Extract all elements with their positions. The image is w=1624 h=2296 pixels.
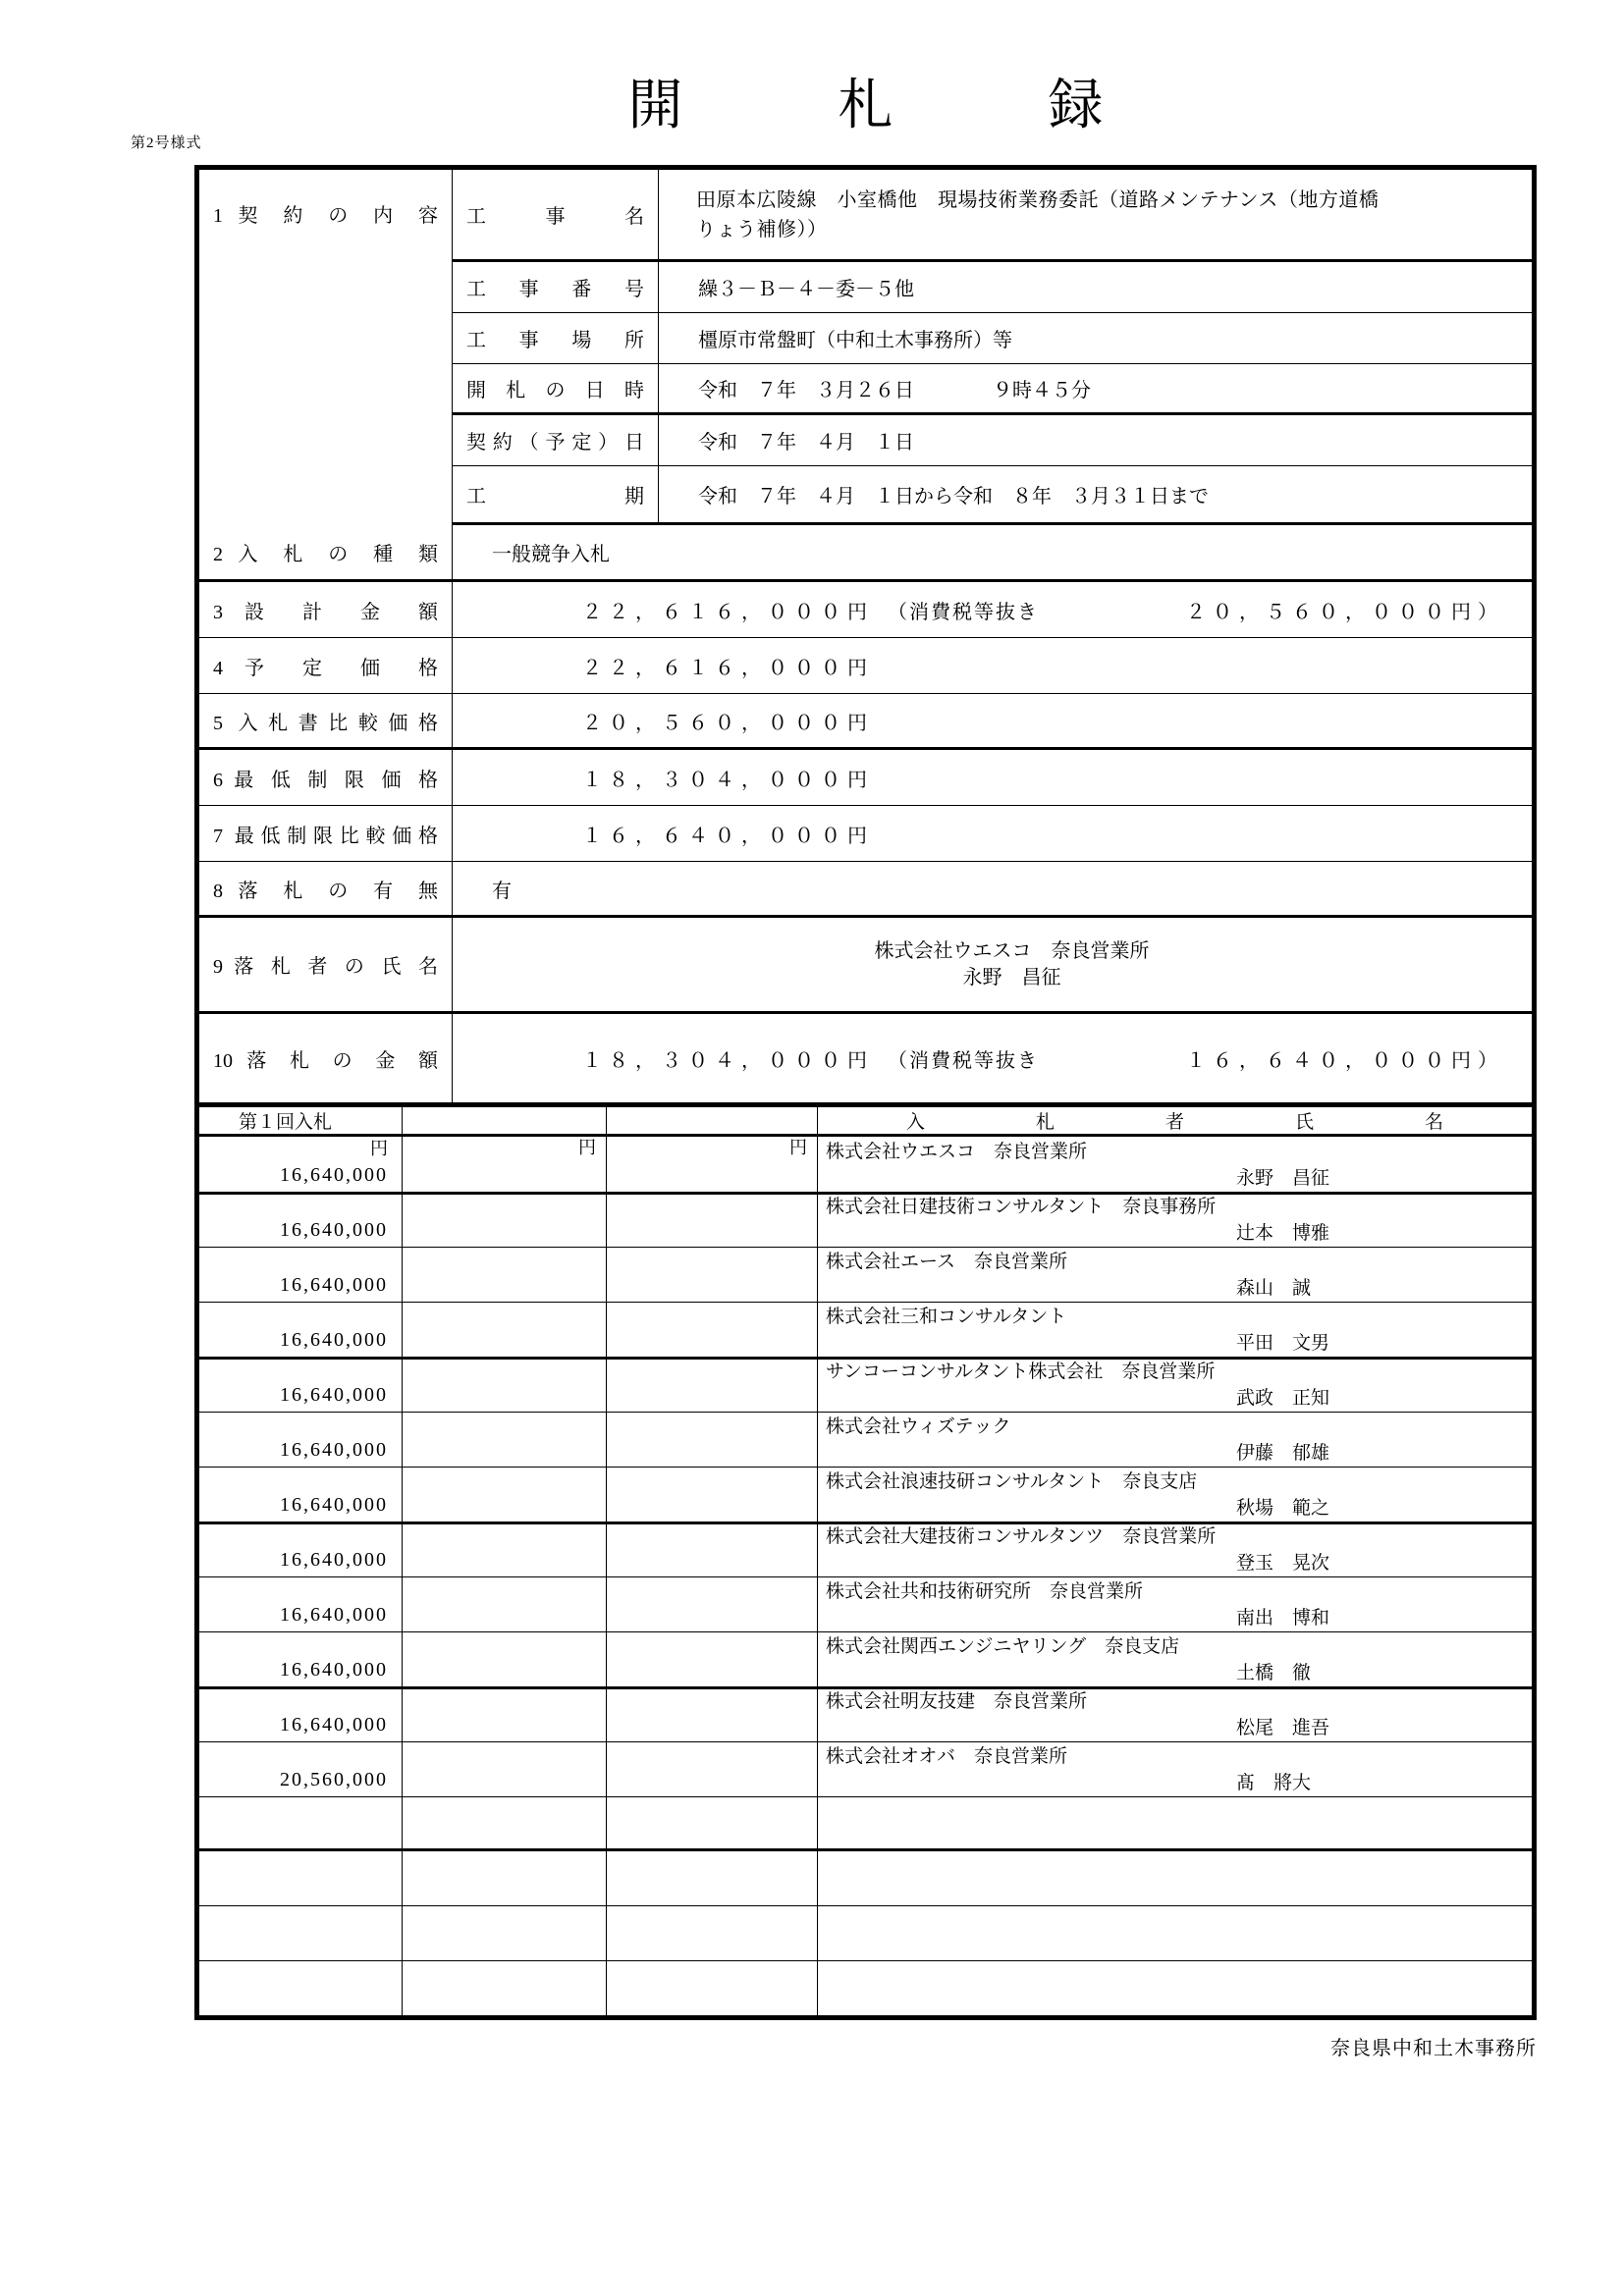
bidder-name-cell (818, 1302, 1532, 1360)
bidder-person: 平田 文男 (1236, 1333, 1330, 1354)
row-label-project-period: 工 期 (453, 466, 659, 525)
row-label-planned-price: 4 予 定 価 格 (199, 638, 453, 694)
form-code-label: 第2号様式 (131, 135, 202, 151)
bid-amount-cell: 16,640,000 (199, 1247, 403, 1303)
empty-row (199, 1961, 1532, 2015)
award-amount-tax-label: （消費税等抜き (888, 1049, 1039, 1072)
row-label-winner-name: 9 落 札 者 の 氏 名 (199, 918, 453, 1014)
bidder-company: 株式会社明友技建 奈良営業所 (826, 1691, 1088, 1712)
bidder-person: 伊藤 郁雄 (1236, 1443, 1330, 1464)
winner-name-value (453, 918, 1532, 1014)
bidders-table-header (199, 1107, 1532, 1137)
winner-person: 永野 昌征 (962, 966, 1061, 988)
table-row (199, 1357, 1532, 1412)
bidder-name-cell (818, 1686, 1532, 1742)
design-amount: ２２，６１６，０００円 (582, 601, 874, 623)
bidder-person: 髙 將大 (1236, 1773, 1312, 1793)
bidder-person: 森山 誠 (1236, 1278, 1312, 1299)
bid-amount-cell: 16,640,000 (199, 1192, 403, 1248)
bid-amount-cell: 16,640,000 (199, 1412, 403, 1468)
bid-amount-cell-round3 (607, 1137, 818, 1195)
bidder-name-header: 入 札 者 氏 名 (906, 1112, 1443, 1133)
bidder-company: 株式会社オオバ 奈良営業所 (826, 1746, 1068, 1767)
bidder-name-cell (818, 1357, 1532, 1413)
bidder-person: 松尾 進吾 (1236, 1718, 1330, 1738)
table-row (199, 1631, 1532, 1686)
bidder-person: 南出 博和 (1236, 1608, 1330, 1629)
row-planned-price (199, 638, 1532, 694)
empty-row (199, 1906, 1532, 1961)
minimum-limit-comparison-price-value: １６，６４０，０００円 (453, 806, 1532, 862)
table-row (199, 1192, 1532, 1247)
table-row (199, 1247, 1532, 1302)
row-label-design-amount: 3 設 計 金 額 (199, 582, 453, 638)
bidder-company: 株式会社共和技術研究所 奈良営業所 (826, 1581, 1144, 1602)
contract-table (194, 165, 1537, 1102)
bid-amount: 16,640,000 (280, 1164, 388, 1186)
row-design-amount (199, 582, 1532, 638)
yen-unit-label: 円 (578, 1138, 596, 1157)
table-row (199, 1302, 1532, 1357)
bid-amount-cell: 16,640,000 (199, 1467, 403, 1524)
bidder-person: 辻本 博雅 (1236, 1223, 1330, 1244)
bidder-name-cell (818, 1192, 1532, 1248)
bid-amount-cell (199, 1137, 403, 1195)
row-award-existence (199, 862, 1532, 918)
footer-office-name: 奈良県中和土木事務所 (1330, 2038, 1537, 2059)
bidder-person: 永野 昌征 (1236, 1168, 1330, 1189)
row-label-project-number: 工 事 番 号 (453, 262, 659, 313)
bidder-name-cell (818, 1412, 1532, 1468)
bidder-person: 武政 正知 (1236, 1388, 1330, 1409)
row-bid-comparison-price (199, 694, 1532, 750)
bidder-company: サンコーコンサルタント株式会社 奈良営業所 (826, 1362, 1216, 1382)
table-row (199, 1467, 1532, 1522)
bidder-name-cell (818, 1522, 1532, 1577)
yen-unit-label: 円 (789, 1138, 807, 1157)
bid-amount-cell: 16,640,000 (199, 1686, 403, 1742)
bidder-person: 土橋 徹 (1236, 1663, 1312, 1683)
contract-details-block (199, 170, 1532, 525)
bid-amount-cell: 20,560,000 (199, 1741, 403, 1797)
row-label-bid-comparison-price: 5 入札書比較価格 (199, 694, 453, 750)
bidder-name-cell (818, 1576, 1532, 1632)
row-label-minimum-limit-comparison-price: 7 最低制限比較価格 (199, 806, 453, 862)
table-row (199, 1576, 1532, 1631)
title-char: 録 (1048, 76, 1104, 136)
bidder-company: 株式会社浪速技研コンサルタント 奈良支店 (826, 1471, 1198, 1492)
bid-amount-cell-round2 (403, 1137, 607, 1195)
bidder-company: 株式会社関西エンジニヤリング 奈良支店 (826, 1636, 1180, 1657)
row-winner-name (199, 918, 1532, 1014)
bidder-company: 株式会社日建技術コンサルタント 奈良事務所 (826, 1197, 1217, 1217)
project-number-value: 繰３－Ｂ－４－委－５他 (659, 262, 1532, 313)
row-label-contract-details: 1 契 約 の 内 容 (199, 170, 453, 525)
round-1-header: 第１回入札 (199, 1107, 403, 1134)
row-label-opening-datetime: 開 札 の 日 時 (453, 364, 659, 415)
bidder-person: 秋場 範之 (1236, 1498, 1330, 1519)
opening-date: 令和 ７年 ３月２６日 (698, 380, 914, 401)
bid-comparison-price-value: ２０，５６０，０００円 (453, 694, 1532, 750)
row-label-award-amount: 10 落 札 の 金 額 (199, 1014, 453, 1102)
minimum-limit-price-value: １８，３０４，０００円 (453, 750, 1532, 806)
yen-unit-label: 円 (370, 1139, 388, 1158)
award-amount-value (453, 1014, 1532, 1102)
award-amount-tax-excluded: １６，６４０，０００円） (1186, 1049, 1504, 1072)
project-name-value: 田原本広陵線 小室橋他 現場技術業務委託（道路メンテナンス（地方道橋りょう補修）） (659, 170, 1532, 262)
table-row (199, 1412, 1532, 1467)
row-minimum-limit-comparison-price (199, 806, 1532, 862)
row-minimum-limit-price (199, 750, 1532, 806)
page-title (194, 77, 1537, 137)
bid-amount-cell: 16,640,000 (199, 1576, 403, 1632)
bid-amount-cell: 16,640,000 (199, 1357, 403, 1413)
bidder-name-cell (818, 1631, 1532, 1689)
row-label-project-location: 工 事 場 所 (453, 313, 659, 364)
bid-type-value: 一般競争入札 (453, 525, 1532, 582)
table-row (199, 1686, 1532, 1741)
bidder-company: 株式会社大建技術コンサルタンツ 奈良営業所 (826, 1526, 1217, 1547)
bid-amount-cell: 16,640,000 (199, 1522, 403, 1577)
row-label-project-name: 工 事 名 (453, 170, 659, 262)
bidder-name-cell (818, 1467, 1532, 1524)
bidder-company: 株式会社ウエスコ 奈良営業所 (826, 1142, 1088, 1162)
planned-price-value: ２２，６１６，０００円 (453, 638, 1532, 694)
row-label-contract-date: 契約（予定）日 (453, 415, 659, 466)
table-row (199, 1137, 1532, 1192)
title-char: 開 (627, 76, 683, 136)
bid-amount-cell: 16,640,000 (199, 1631, 403, 1689)
row-award-amount (199, 1014, 1532, 1102)
design-amount-value (453, 582, 1532, 638)
award-amount: １８，３０４，０００円 (582, 1049, 874, 1072)
design-amount-tax-label: （消費税等抜き (888, 601, 1039, 623)
bidder-company: 株式会社三和コンサルタント (826, 1307, 1067, 1327)
award-existence-value: 有 (453, 862, 1532, 918)
design-amount-tax-excluded: ２０，５６０，０００円） (1186, 601, 1504, 623)
bidder-name-cell (818, 1247, 1532, 1303)
row-label-bid-type: 2 入 札 の 種 類 (199, 525, 453, 582)
table-row (199, 1741, 1532, 1796)
row-bid-type (199, 525, 1532, 582)
title-char: 札 (838, 76, 893, 136)
bidder-person: 登玉 晃次 (1236, 1553, 1330, 1574)
empty-row (199, 1796, 1532, 1851)
bidder-company: 株式会社ウィズテック (826, 1416, 1011, 1437)
row-label-award-existence: 8 落 札 の 有 無 (199, 862, 453, 918)
bid-amount-cell: 16,640,000 (199, 1302, 403, 1360)
opening-time: ９時４５分 (993, 380, 1091, 401)
project-location-value: 橿原市常盤町（中和土木事務所）等 (659, 313, 1532, 364)
bidder-name-cell (818, 1741, 1532, 1797)
round-3-header (607, 1107, 818, 1134)
project-period-value: 令和 ７年 ４月 １日から令和 ８年 ３月３１日まで (659, 466, 1532, 525)
table-row (199, 1522, 1532, 1576)
bidder-name-cell (818, 1137, 1532, 1195)
contract-date-value: 令和 ７年 ４月 １日 (659, 415, 1532, 466)
row-label-minimum-limit-price: 6 最 低 制 限 価 格 (199, 750, 453, 806)
winner-company: 株式会社ウエスコ 奈良営業所 (874, 939, 1150, 962)
empty-row (199, 1851, 1532, 1906)
bidders-table (194, 1102, 1537, 2020)
bidder-company: 株式会社エース 奈良営業所 (826, 1252, 1068, 1272)
round-2-header (403, 1107, 607, 1134)
opening-datetime-value (659, 364, 1532, 415)
